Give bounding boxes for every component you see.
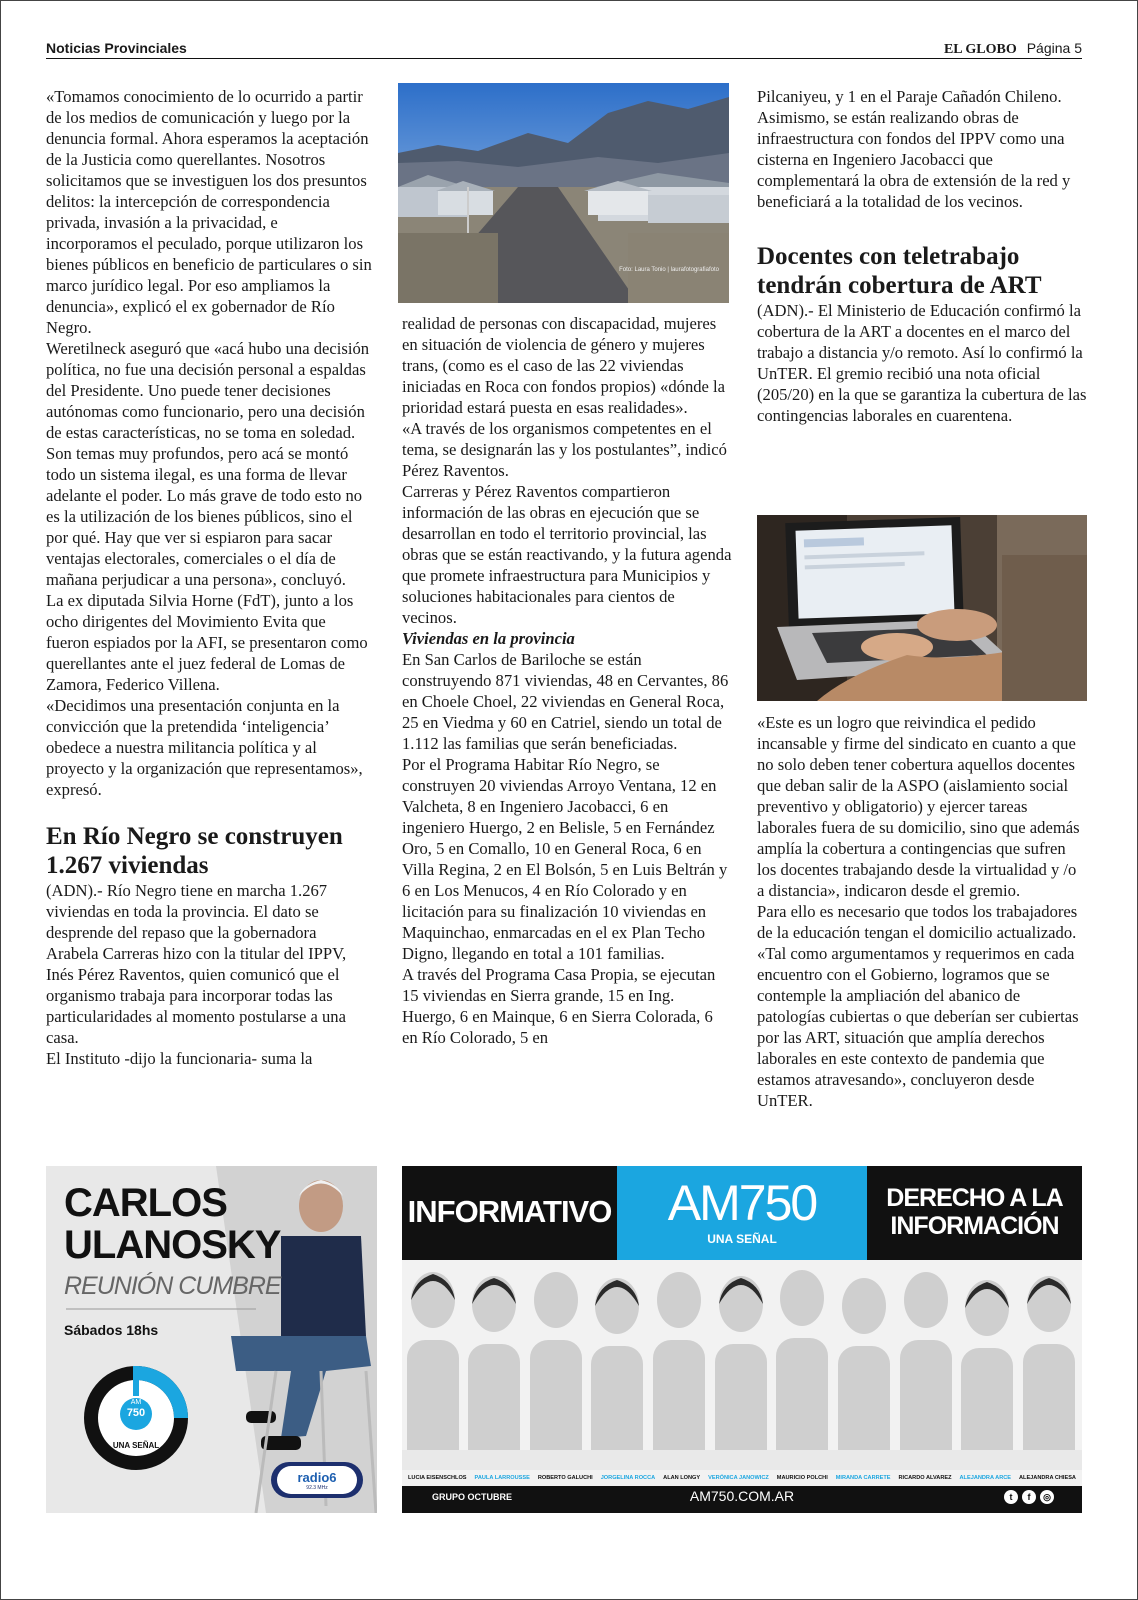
section-title: Noticias Provinciales bbox=[46, 40, 187, 56]
paragraph: El Instituto -dijo la funcionaria- suma la bbox=[46, 1049, 313, 1068]
host-name: ALEJANDRA ARCE bbox=[959, 1475, 1012, 1481]
facebook-icon[interactable]: f bbox=[1022, 1490, 1036, 1504]
paragraph: «A través de los organismos competentes en el tema, se designarán las y los postulantes”, indicó Pérez Raventos. bbox=[402, 419, 727, 480]
hosts-names-strip bbox=[402, 1470, 1082, 1486]
paragraph: Por el Programa Habitar Río Negro, se construyen 20 viviendas Arroyo Ventana, 12 en Valcheta, 8 en Ingeniero Jacobacci, 6 en ingeniero Huergo, 2 en Belisle, 5 en Fernández Oro, 5 en Comallo, 10 en General Roca, 6 en Villa Regina, 2 en El Bolsón, 5 en Luis Beltrán y 6 en Los Menucos, 4 en Río Colorado y en licitación para su finalización 10 viviendas en Maquinchao, enmarcadas en el ex Plan Techo Digno, llegando en total a 101 familias. bbox=[402, 755, 728, 963]
paragraph: «Tal como argumentamos y requerimos en cada encuentro con el Gobierno, logramos que se contemple la ampliación del abanico de patologías cubiertas o que deberían ser cubiertas por las ART, situación que amplía derechos laborales en este contexto de pandemia que estamos atravesando», concluyeron desde UnTER. bbox=[757, 944, 1079, 1110]
column-1 bbox=[46, 86, 372, 1069]
laptop-photo bbox=[757, 515, 1087, 701]
am750-url[interactable]: AM750.COM.AR bbox=[689, 1488, 795, 1504]
page-number: Página 5 bbox=[1026, 40, 1082, 56]
paragraph: «Este es un logro que reivindica el pedido incansable y firme del sindicato en cuanto a que no solo deben tener cobertura aquellos docentes que deban salir de la ASPO (aislamiento social preventivo y obligatorio) y ejercer tareas laborales fuera de su domicilio, sino que además amplía la cobertura a contingencias que sufren los docentes trabajando desde la virtualidad y /o a distancia», indicaron desde el gremio. bbox=[757, 713, 1080, 900]
ad-am750-informativo[interactable] bbox=[402, 1166, 1082, 1513]
twitter-icon[interactable]: t bbox=[1004, 1490, 1018, 1504]
ad-reunion-cumbre[interactable] bbox=[46, 1166, 377, 1513]
paragraph: «Tomamos conocimiento de lo ocurrido a partir de los medios de comunicación y luego por la denuncia formal. Ahora esperamos la aceptación de la Justicia como querellantes. Nosotros solicitamos que se investiguen los dos presuntos delitos: la intercepción de correspondencia privada, invasión a la privacidad, e incorporamos el peculado, porque utilizaron los bienes públicos en beneficio de particulares o sin marco jurídico legal. Por eso ampliamos la denuncia», explicó el ex gobernador de Río Negro. bbox=[46, 87, 372, 337]
paragraph: Asimismo, se están realizando obras de infraestructura con fondos del IPPV como una cisterna en Ingeniero Jacobacci que complementará la obra de extensión de la red y beneficiará a la totalidad de los vecinos. bbox=[757, 108, 1071, 211]
host-name: MIRANDA CARRETE bbox=[835, 1475, 891, 1481]
paragraph: En San Carlos de Bariloche se están construyendo 871 viviendas, 48 en Cervantes, 86 en Choele Choel, 22 viviendas en General Roca, 25 en Viedma y 60 en Catriel, siendo un total de 1.112 las familias que serán beneficiadas. bbox=[402, 650, 729, 753]
am750-badge: AM 750 bbox=[126, 1399, 146, 1419]
social-icons bbox=[1004, 1490, 1054, 1504]
instagram-icon[interactable]: ◎ bbox=[1040, 1490, 1054, 1504]
hosts-photo bbox=[402, 1260, 1082, 1470]
paragraph: Para ello es necesario que todos los trabajadores de la educación tengan el domicilio actualizado. bbox=[757, 902, 1078, 942]
am750-logo: AM750 bbox=[667, 1175, 817, 1231]
masthead bbox=[944, 40, 1082, 58]
column-3-top bbox=[757, 86, 1087, 426]
paragraph: A través del Programa Casa Propia, se ejecutan 15 viviendas en Sierra grande, 15 en Ing. Huergo, 6 en Mainque, 6 en Sierra Colorada, 6 en Río Colorado, 5 en bbox=[402, 965, 716, 1047]
host-name: ROBERTO GALUCHI bbox=[537, 1475, 593, 1481]
grupo-octubre-logo: GRUPO OCTUBRE bbox=[432, 1492, 513, 1502]
ad-left-title: INFORMATIVO bbox=[407, 1194, 612, 1229]
paragraph: Carreras y Pérez Raventos compartieron información de las obras en ejecución que se desarrollan en todo el territorio provincial, las obras que se están reactivando, y la futura agenda que promete infraestructura para Municipios y soluciones habitacionales para cientos de vecinos. bbox=[402, 482, 732, 627]
badge-tagline: UNA SEÑAL bbox=[112, 1441, 160, 1450]
ad-schedule: Sábados 18hs bbox=[64, 1322, 159, 1338]
paragraph: Weretilneck aseguró que «acá hubo una decisión política, no fue una decisión personal a espaldas del Presidente. Uno puede tener decisiones autónomas como funcionario, pero una decisión de estas características, no se toma en soledad. Son temas muy profundos, pero acá se montó todo un sistema ilegal, es una forma de llevar adelante el poder. Lo más grave de todo esto no es la utilización de los bienes públicos, sino el por qué. Hay que ver si espiaron para sacar ventajas electorales, comerciales o el día de mañana perjudicar a una persona», concluyó. bbox=[46, 339, 370, 589]
photo-credit: Foto: Laura Tonio | laurafotografiafoto bbox=[619, 267, 719, 273]
paragraph: realidad de personas con discapacidad, mujeres en situación de violencia de género y mujeres trans, (como es el caso de las 22 viviendas iniciadas en Roca con fondos propios) «dónde la prioridad estará puesta en esas realidades». bbox=[402, 314, 726, 417]
host-name: PAULA LARROUSSE bbox=[474, 1475, 530, 1481]
column-2 bbox=[402, 313, 732, 1048]
host-name: ALAN LONGY bbox=[663, 1475, 701, 1481]
paragraph: Pilcaniyeu, y 1 en el Paraje Cañadón Chileno. bbox=[757, 87, 1062, 106]
radio6-logo: radio6 92.3 MHz bbox=[297, 1470, 337, 1491]
paper-name: EL GLOBO bbox=[943, 42, 1017, 57]
column-3-bottom bbox=[757, 712, 1087, 1111]
ad-host-name: CARLOS ULANOSKY bbox=[64, 1181, 281, 1267]
paragraph: «Decidimos una presentación conjunta en la convicción que la pretendida ‘inteligencia’ obedece a nuestra militancia política y al proyecto y la organización que representamos», expresó. bbox=[46, 696, 363, 799]
paragraph: La ex diputada Silvia Horne (FdT), junto a los ocho dirigentes del Movimiento Evita que fueron espiados por la AFI, se presentaron como querellantes ante el juez federal de Lomas de Zamora, Federico Villena. bbox=[46, 591, 368, 694]
host-name: RICARDO ALVAREZ bbox=[898, 1475, 952, 1481]
ad-program-name: REUNIÓN CUMBRE bbox=[64, 1272, 281, 1300]
ad-right-title: DERECHO A LA INFORMACIÓN bbox=[886, 1184, 1063, 1240]
host-name: MAURICIO POLCHI bbox=[776, 1475, 828, 1481]
host-name: JORGELINA ROCCA bbox=[600, 1475, 656, 1481]
housing-photo bbox=[398, 83, 729, 303]
page-header bbox=[46, 38, 1082, 59]
paragraph: (ADN).- El Ministerio de Educación confirmó la cobertura de la ART a docentes en el marco del trabajo a distancia y/o remoto. Así lo confirmó la UnTER. El gremio recibió una nota oficial (205/20) en la que se garantiza la cubertura de las contingencias laborales en cuarentena. bbox=[757, 301, 1087, 425]
am750-tagline: UNA SEÑAL bbox=[707, 1232, 777, 1246]
host-name: ALEJANDRA CHIESA bbox=[1018, 1475, 1076, 1481]
paragraph: (ADN).- Río Negro tiene en marcha 1.267 viviendas en toda la provincia. El dato se desprende del repaso que la gobernadora Arabela Carreras hizo con la titular del IPPV, Inés Pérez Raventos, quien comunicó que el organismo trabaja para incorporar todas las particularidades al momento postularse a una casa. bbox=[46, 881, 347, 1047]
article-headline-docentes: Docentes con teletrabajo tendrán cobertura de ART bbox=[757, 243, 1042, 299]
subheading: Viviendas en la provincia bbox=[402, 629, 575, 648]
article-headline-viviendas: En Río Negro se construyen 1.267 viviendas bbox=[46, 823, 343, 879]
host-name: VERÓNICA JANOWICZ bbox=[708, 1475, 769, 1481]
host-name: LUCIA EISENSCHLOS bbox=[408, 1475, 467, 1481]
